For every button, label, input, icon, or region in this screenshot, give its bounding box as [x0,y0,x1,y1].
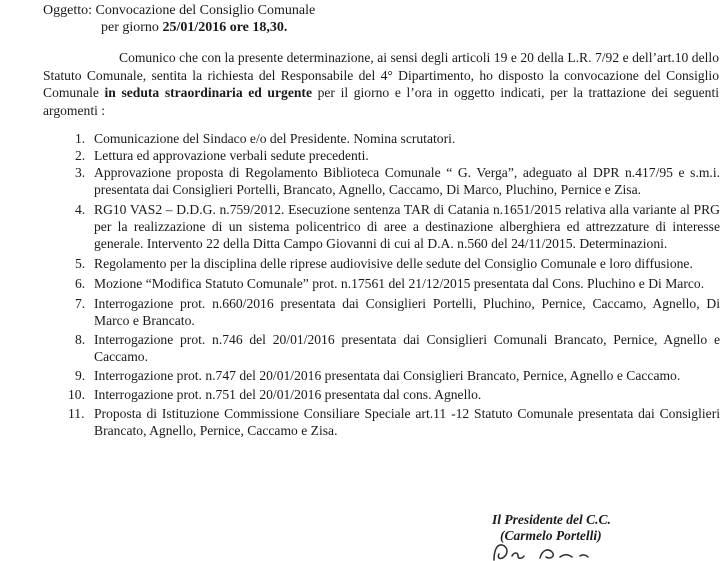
agenda-text: Comunicazione del Sindaco e/o del Presidente. Nomina scrutatori. [94,131,456,146]
agenda-text: Mozione “Modifica Statuto Comunale” prot. n.17561 del 21/12/2015 presentata dal Cons. Pluchino e Di Marco. [94,276,705,291]
subject-date-line [43,19,315,36]
agenda-item [76,295,720,329]
agenda-number: 7. [75,296,86,311]
agenda-number: 11. [68,406,85,421]
intro-text-1: Comunico che con la presente determinazione, ai sensi degli articoli 19 e 20 della L.R. 7/92 e dell’art.10 dello Statuto Comunale, sentita la richiesta del Responsabile del 4° Dipartimento, ho disposto la convocazione del Consiglio Comunale [43,50,719,100]
agenda-text: Interrogazione prot. n.746 del 20/01/2016 presentata dai Consiglieri Comunali Brancato, Pernice, Agnello e Caccamo. [94,332,720,364]
agenda-text: Proposta di Istituzione Commissione Consiliare Speciale art.11 -12 Statuto Comunale presentata dai Consiglieri Brancato, Agnello, Pernice, Caccamo e Zisa. [94,406,720,438]
meeting-date: 25/01/2016 ore 18,30. [162,20,288,35]
agenda-number: 2. [75,148,86,163]
agenda-item [76,331,720,365]
signature-title: Il Presidente del C.C. [492,512,611,527]
agenda-item [68,405,720,439]
agenda-item [76,130,720,147]
subject-block [43,2,315,36]
agenda-item [76,147,720,164]
agenda-text: Interrogazione prot. n.751 del 20/01/2016 presentata dal cons. Agnello. [94,387,482,402]
agenda-text: Interrogazione prot. n.747 del 20/01/2016 presentata dai Consiglieri Brancato, Pernice, Agnello e Caccamo. [94,368,681,383]
agenda-text: Approvazione proposta di Regolamento Biblioteca Comunale “ G. Verga”, adeguato al DPR n.417/95 e s.m.i. presentata dai Consiglieri Portelli, Brancato, Agnello, Caccamo, Di Marco, Pluchino, Pernice e Zisa. [94,165,720,197]
agenda-text: Regolamento per la disciplina delle riprese audiovisive delle sedute del Consiglio Comunale e loro diffusione. [94,256,693,271]
date-prefix: per giorno [101,20,163,35]
agenda-number: 5. [75,256,86,271]
agenda-item [76,164,720,198]
agenda-item [76,367,720,384]
agenda-list [68,130,720,439]
agenda-number: 3. [75,165,86,180]
agenda-item [76,255,720,272]
intro-paragraph [43,49,719,119]
intro-bold: in seduta straordinaria ed urgente [104,85,312,100]
agenda-number: 9. [75,368,86,383]
signature-block [492,512,611,544]
agenda-number: 10. [68,387,85,402]
agenda-item [68,386,720,403]
subject-line: Oggetto: Convocazione del Consiglio Comunale [43,3,316,18]
agenda-number: 4. [75,202,86,217]
agenda-text: Interrogazione prot. n.660/2016 presentata dai Consiglieri Portelli, Pluchino, Pernice, Caccamo, Agnello, Di Marco e Brancato. [94,296,720,328]
agenda-text: RG10 VAS2 – D.D.G. n.759/2012. Esecuzione sentenza TAR di Catania n.1651/2015 relativa alla variante al PRG per la realizzazione di un sistema policentrico di aree a destinazione alberghiera ed attrezzature di interesse generale. Intervento 22 della Ditta Campo Giovanni di cui al D.A. n.560 del 24/11/2015. Determinazioni. [94,202,720,251]
intro-text-2: per il giorno e l’ora in oggetto indicati, per la trattazione dei seguenti argomenti : [43,85,720,118]
agenda-number: 1. [75,131,86,146]
agenda-number: 8. [75,332,86,347]
agenda-text: Lettura ed approvazione verbali sedute precedenti. [94,148,369,163]
agenda-number: 6. [75,276,86,291]
signature-name: (Carmelo Portelli) [500,528,602,543]
agenda-item [76,275,720,292]
agenda-item [76,201,720,252]
handwritten-signature [488,544,608,561]
